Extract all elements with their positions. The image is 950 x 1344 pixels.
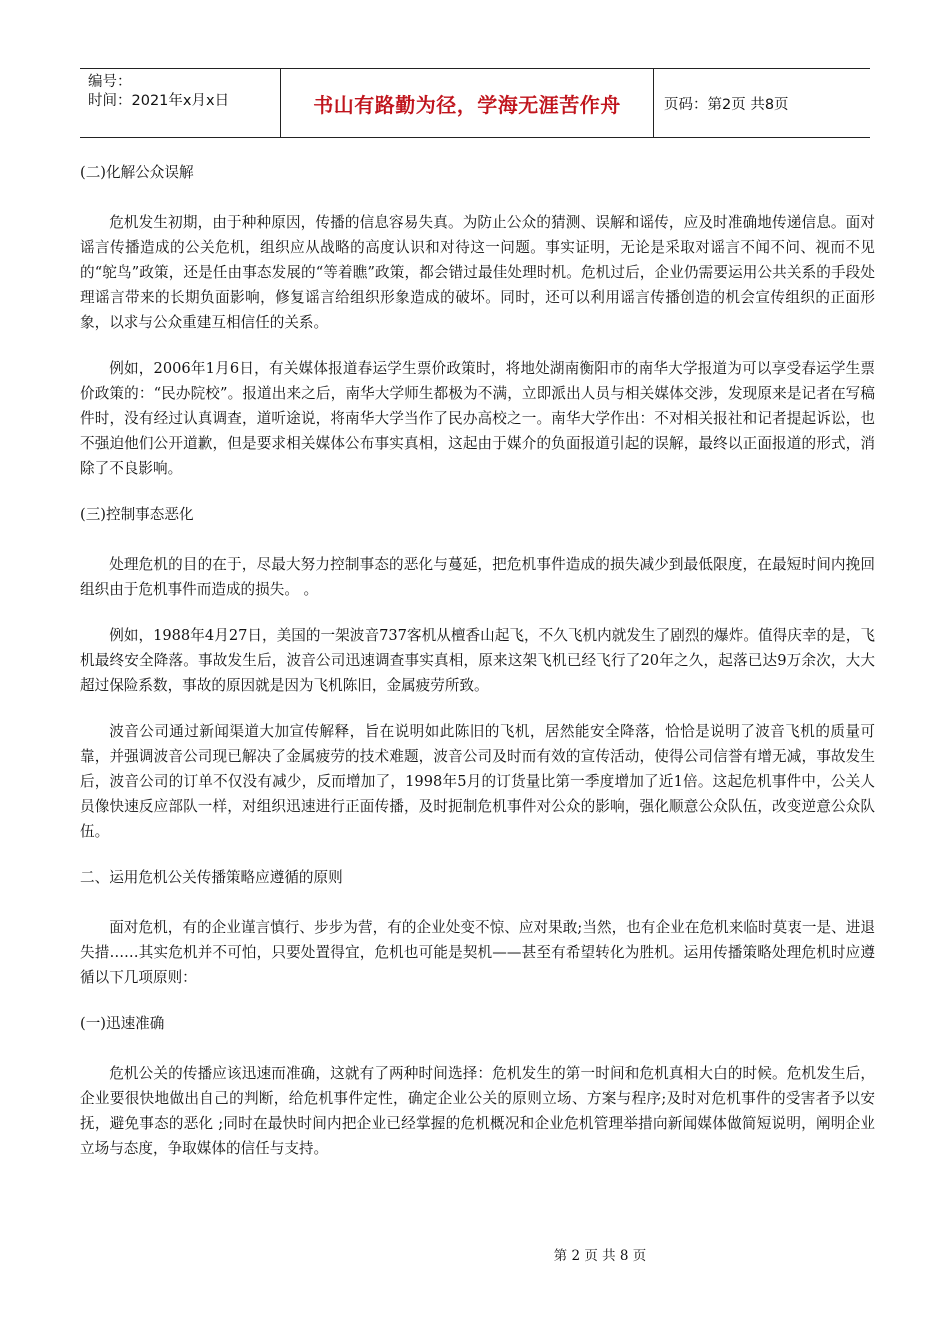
section-heading-resolve-misunderstanding: (二)化解公众误解 xyxy=(80,164,194,181)
document-number-label: 编号： xyxy=(88,74,132,90)
header-meta xyxy=(80,69,281,137)
header-motto: 书山有路勤为径，学海无涯苦作舟 xyxy=(281,69,654,137)
document-time-label: 时间：2021年x月x日 xyxy=(88,93,230,109)
page-footer-number: 第 2 页 共 8 页 xyxy=(553,1248,647,1264)
section-heading-principles: 二、运用危机公关传播策略应遵循的原则 xyxy=(80,869,343,886)
document-body xyxy=(80,160,875,1182)
page-header xyxy=(80,68,870,138)
paragraph: 处理危机的目的在于，尽最大努力控制事态的恶化与蔓延，把危机事件造成的损失减少到最低限度，在最短时间内挽回组织由于危机事件而造成的损失。 。 xyxy=(80,556,875,598)
paragraph: 危机公关的传播应该迅速而准确，这就有了两种时间选择：危机发生的第一时间和危机真相大白的时候。危机发生后，企业要很快地做出自己的判断，给危机事件定性，确定企业公关的原则立场、方案与程序;及时对危机事件的受害者予以安抚，避免事态的恶化 ;同时在最快时间内把企业已经掌握的危机概况和企业危机管理举措向新闻媒体做简短说明，阐明企业立场与态度，争取媒体的信任与支持。 xyxy=(80,1065,875,1157)
paragraph: 面对危机，有的企业谨言慎行、步步为营，有的企业处变不惊、应对果敢;当然，也有企业在危机来临时莫衷一是、进退失措……其实危机并不可怕，只要处置得宜，危机也可能是契机——甚至有希望转化为胜机。运用传播策略处理危机时应遵循以下几项原则： xyxy=(80,919,875,986)
paragraph: 危机发生初期，由于种种原因，传播的信息容易失真。为防止公众的猜测、误解和谣传，应及时准确地传递信息。面对谣言传播造成的公关危机，组织应从战略的高度认识和对待这一问题。事实证明，无论是采取对谣言不闻不问、视而不见的“鸵鸟”政策，还是任由事态发展的“等着瞧”政策，都会错过最佳处理时机。危机过后，企业仍需要运用公共关系的手段处理谣言带来的长期负面影响，修复谣言给组织形象造成的破坏。同时，还可以利用谣言传播创造的机会宣传组织的正面形象，以求与公众重建互相信任的关系。 xyxy=(80,214,875,331)
section-heading-control-escalation: (三)控制事态恶化 xyxy=(80,506,194,523)
paragraph: 例如，2006年1月6日，有关媒体报道春运学生票价政策时，将地处湖南衡阳市的南华大学报道为可以享受春运学生票价政策的：“民办院校”。报道出来之后，南华大学师生都极为不满，立即派出人员与相关媒体交涉，发现原来是记者在写稿件时，没有经过认真调查，道听途说，将南华大学当作了民办高校之一。南华大学作出：不对相关报社和记者提起诉讼，也不强迫他们公开道歉，但是要求相关媒体公布事实真相，这起由于媒介的负面报道引起的误解，最终以正面报道的形式，消除了不良影响。 xyxy=(80,360,875,477)
paragraph: 波音公司通过新闻渠道大加宣传解释，旨在说明如此陈旧的飞机，居然能安全降落，恰恰是说明了波音飞机的质量可靠，并强调波音公司现已解决了金属疲劳的技术难题，波音公司及时而有效的宣传活动，使得公司信誉有增无减，事故发生后，波音公司的订单不仅没有减少，反而增加了，1998年5月的订货量比第一季度增加了近1倍。这起危机事件中，公关人员像快速反应部队一样，对组织迅速进行正面传播，及时扼制危机事件对公众的影响，强化顺意公众队伍，改变逆意公众队伍。 xyxy=(80,723,875,840)
paragraph: 例如，1988年4月27日，美国的一架波音737客机从檀香山起飞，不久飞机内就发生了剧烈的爆炸。值得庆幸的是，飞机最终安全降落。事故发生后，波音公司迅速调查事实真相，原来这架飞机已经飞行了20年之久，起落已达9万余次，大大超过保险系数，事故的原因就是因为飞机陈旧，金属疲劳所致。 xyxy=(80,627,875,694)
header-page-label: 页码：第2页 共8页 xyxy=(664,96,789,113)
section-heading-fast-accurate: (一)迅速准确 xyxy=(80,1015,165,1032)
